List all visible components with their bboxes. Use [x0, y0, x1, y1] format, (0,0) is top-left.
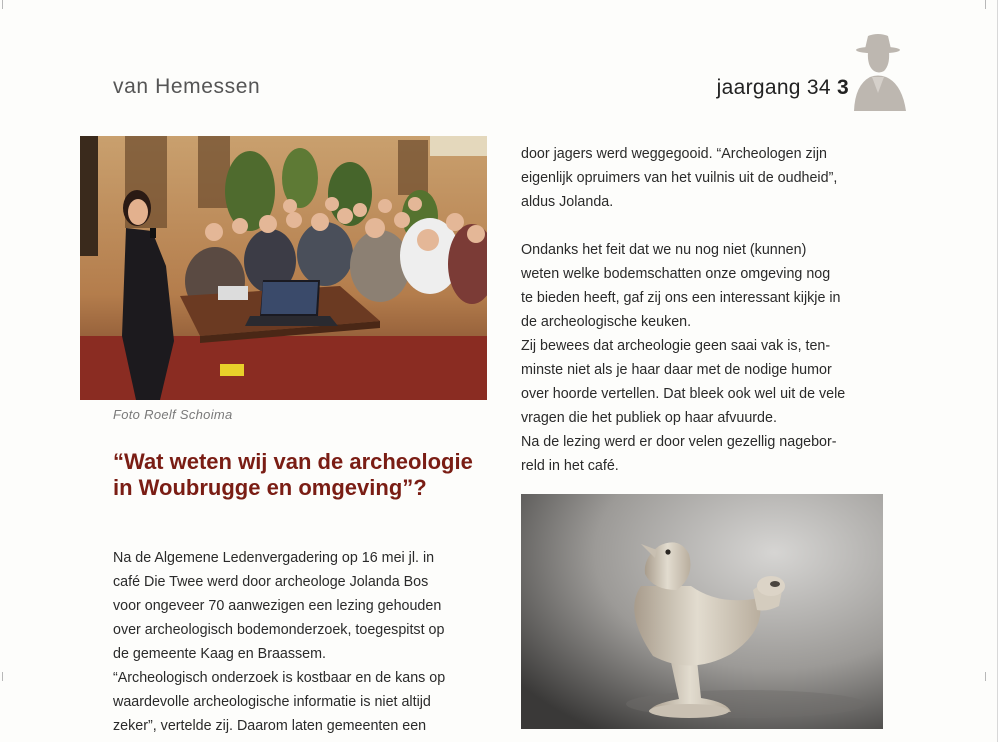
ceramic-bird-whistle-photo [521, 494, 883, 729]
lecture-audience-photo [80, 136, 487, 400]
article-line: over archeologisch bodemonderzoek, toegespitst op [113, 622, 445, 638]
article-line: weten welke bodemschatten onze omgeving nog [521, 266, 831, 282]
article-line: door jagers werd weggegooid. “Archeologen zijn [521, 146, 827, 162]
article-line: Na de lezing werd er door velen gezellig nagebor- [521, 434, 837, 450]
photo-caption: Foto Roelf Schoima [113, 407, 233, 422]
article-line: te bieden heeft, gaf zij ons een interessant kijkje in [521, 290, 841, 306]
article-line: de archeologische keuken. [521, 314, 692, 330]
article-line: de gemeente Kaag en Braassem. [113, 646, 327, 662]
article-line: eigenlijk opruimers van het vuilnis uit de oudheid”, [521, 170, 838, 186]
article-line: Zij bewees dat archeologie geen saai vak is, ten- [521, 338, 831, 354]
article-line: zeker”, vertelde zij. Daarom laten gemeenten een [113, 718, 427, 734]
article-line: Na de Algemene Ledenvergadering op 16 mei jl. in [113, 550, 435, 566]
volume-label: jaargang 34 [716, 76, 831, 99]
article-body-left [113, 546, 483, 738]
article-line: aldus Jolanda. [521, 194, 614, 210]
article-body-right [521, 142, 893, 478]
article-line: “Archeologisch onderzoek is kostbaar en de kans op [113, 670, 446, 686]
article-line: café Die Twee werd door archeologe Jolanda Bos [113, 574, 429, 590]
volume-and-page [717, 76, 849, 100]
page-number: 3 [837, 76, 849, 99]
crop-mark [2, 0, 3, 9]
article-line: waardevolle archeologische informatie is niet altijd [113, 694, 431, 710]
article-line: Ondanks het feit dat we nu nog niet (kunnen) [521, 242, 807, 258]
publication-name: van Hemessen [113, 75, 261, 98]
article-line: minste niet als je haar daar met de nodige humor [521, 362, 832, 378]
article-headline: “Wat weten wij van de archeologie in Woubrugge en omgeving”? [113, 449, 473, 500]
article-line: voor ongeveer 70 aanwezigen een lezing gehouden [113, 598, 442, 614]
paragraph-gap [521, 214, 893, 238]
crop-mark [985, 0, 986, 9]
article-line: reld in het café. [521, 458, 619, 474]
article-line: vragen die het publiek op haar afvuurde. [521, 410, 777, 426]
crop-mark [985, 672, 986, 681]
crop-mark [2, 672, 3, 681]
article-line: over hoorde vertellen. Dat bleek ook wel uit de vele [521, 386, 846, 402]
hat-man-silhouette-icon [850, 33, 908, 111]
